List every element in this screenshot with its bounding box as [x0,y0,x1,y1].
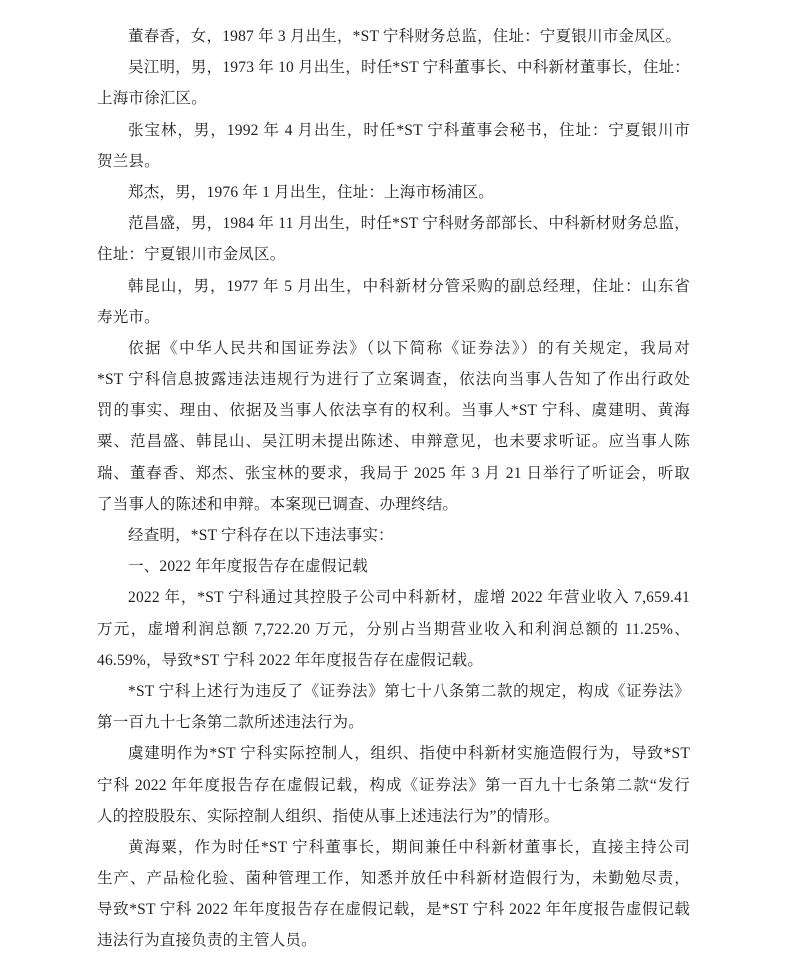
text-line: 第一百九十七条第二款所述违法行为。 [97,714,364,732]
text-line: 一、2022 年年度报告存在虚假记载 [128,558,368,576]
text-line: 人的控股股东、实际控制人组织、指使从事上述违法行为”的情形。 [97,807,560,825]
text-line: 郑杰，男，1976 年 1 月出生，住址：上海市杨浦区。 [128,183,494,201]
text-line: 生产、产品检化验、菌种管理工作，知悉并放任中科新材造假行为，未勤勉尽责， [97,870,690,888]
text-line: 韩昆山，男，1977 年 5 月出生，中科新材分管采购的副总经理，住址：山东省 [128,277,690,295]
text-line: *ST 宁科上述行为违反了《证券法》第七十八条第二款的规定，构成《证券法》 [128,682,690,700]
text-line: 张宝林，男，1992 年 4 月出生，时任*ST 宁科董事会秘书，住址：宁夏银川市 [128,121,690,139]
text-line: 贺兰县。 [97,152,160,170]
text-line: 罚的事实、理由、依据及当事人依法享有的权利。当事人*ST 宁科、虞建明、黄海 [97,402,690,420]
text-line: 上海市徐汇区。 [97,90,207,108]
text-line: 瑞、董春香、郑杰、张宝林的要求，我局于 2025 年 3 月 21 日举行了听证会，听取 [97,464,690,482]
text-line: 经查明，*ST 宁科存在以下违法事实： [128,527,394,544]
text-line: 范昌盛，男，1984 年 11 月出生，时任*ST 宁科财务部部长、中科新材财务总监， [128,215,690,233]
text-line: 住址：宁夏银川市金凤区。 [97,246,286,264]
text-line: 董春香，女，1987 年 3 月出生，*ST 宁科财务总监，住址：宁夏银川市金凤区。 [128,28,682,45]
text-line: 万元，虚增利润总额 7,722.20 万元，分别占当期营业收入和利润总额的 11.25%、 [97,620,690,638]
text-line: 粟、范昌盛、韩昆山、吴江明未提出陈述、申辩意见，也未要求听证。应当事人陈 [97,433,690,451]
text-line: 导致*ST 宁科 2022 年年度报告存在虚假记载，是*ST 宁科 2022 年年度报告虚假记载 [97,901,690,919]
text-line: 2022 年，*ST 宁科通过其控股子公司中科新材，虚增 2022 年营业收入 7,659.41 [128,589,690,607]
text-line: 违法行为直接负责的主管人员。 [97,932,317,950]
text-line: 吴江明，男，1973 年 10 月出生，时任*ST 宁科董事长、中科新材董事长，住址： [128,59,690,77]
text-line: 了当事人的陈述和申辩。本案现已调查、办理终结。 [97,495,459,513]
text-line: 黄海粟，作为时任*ST 宁科董事长，期间兼任中科新材董事长，直接主持公司 [128,838,690,856]
text-line: 虞建明作为*ST 宁科实际控制人，组织、指使中科新材实施造假行为，导致*ST [128,745,690,763]
text-line: 寿光市。 [97,308,160,326]
text-line: 宁科 2022 年年度报告存在虚假记载，构成《证券法》第一百九十七条第二款“发行 [97,776,690,794]
text-line: 依据《中华人民共和国证券法》（以下简称《证券法》）的有关规定，我局对 [128,339,690,357]
document-body [97,21,690,957]
text-line: 46.59%，导致*ST 宁科 2022 年年度报告存在虚假记载。 [97,651,484,669]
text-line: *ST 宁科信息披露违法违规行为进行了立案调查，依法向当事人告知了作出行政处 [97,371,690,389]
